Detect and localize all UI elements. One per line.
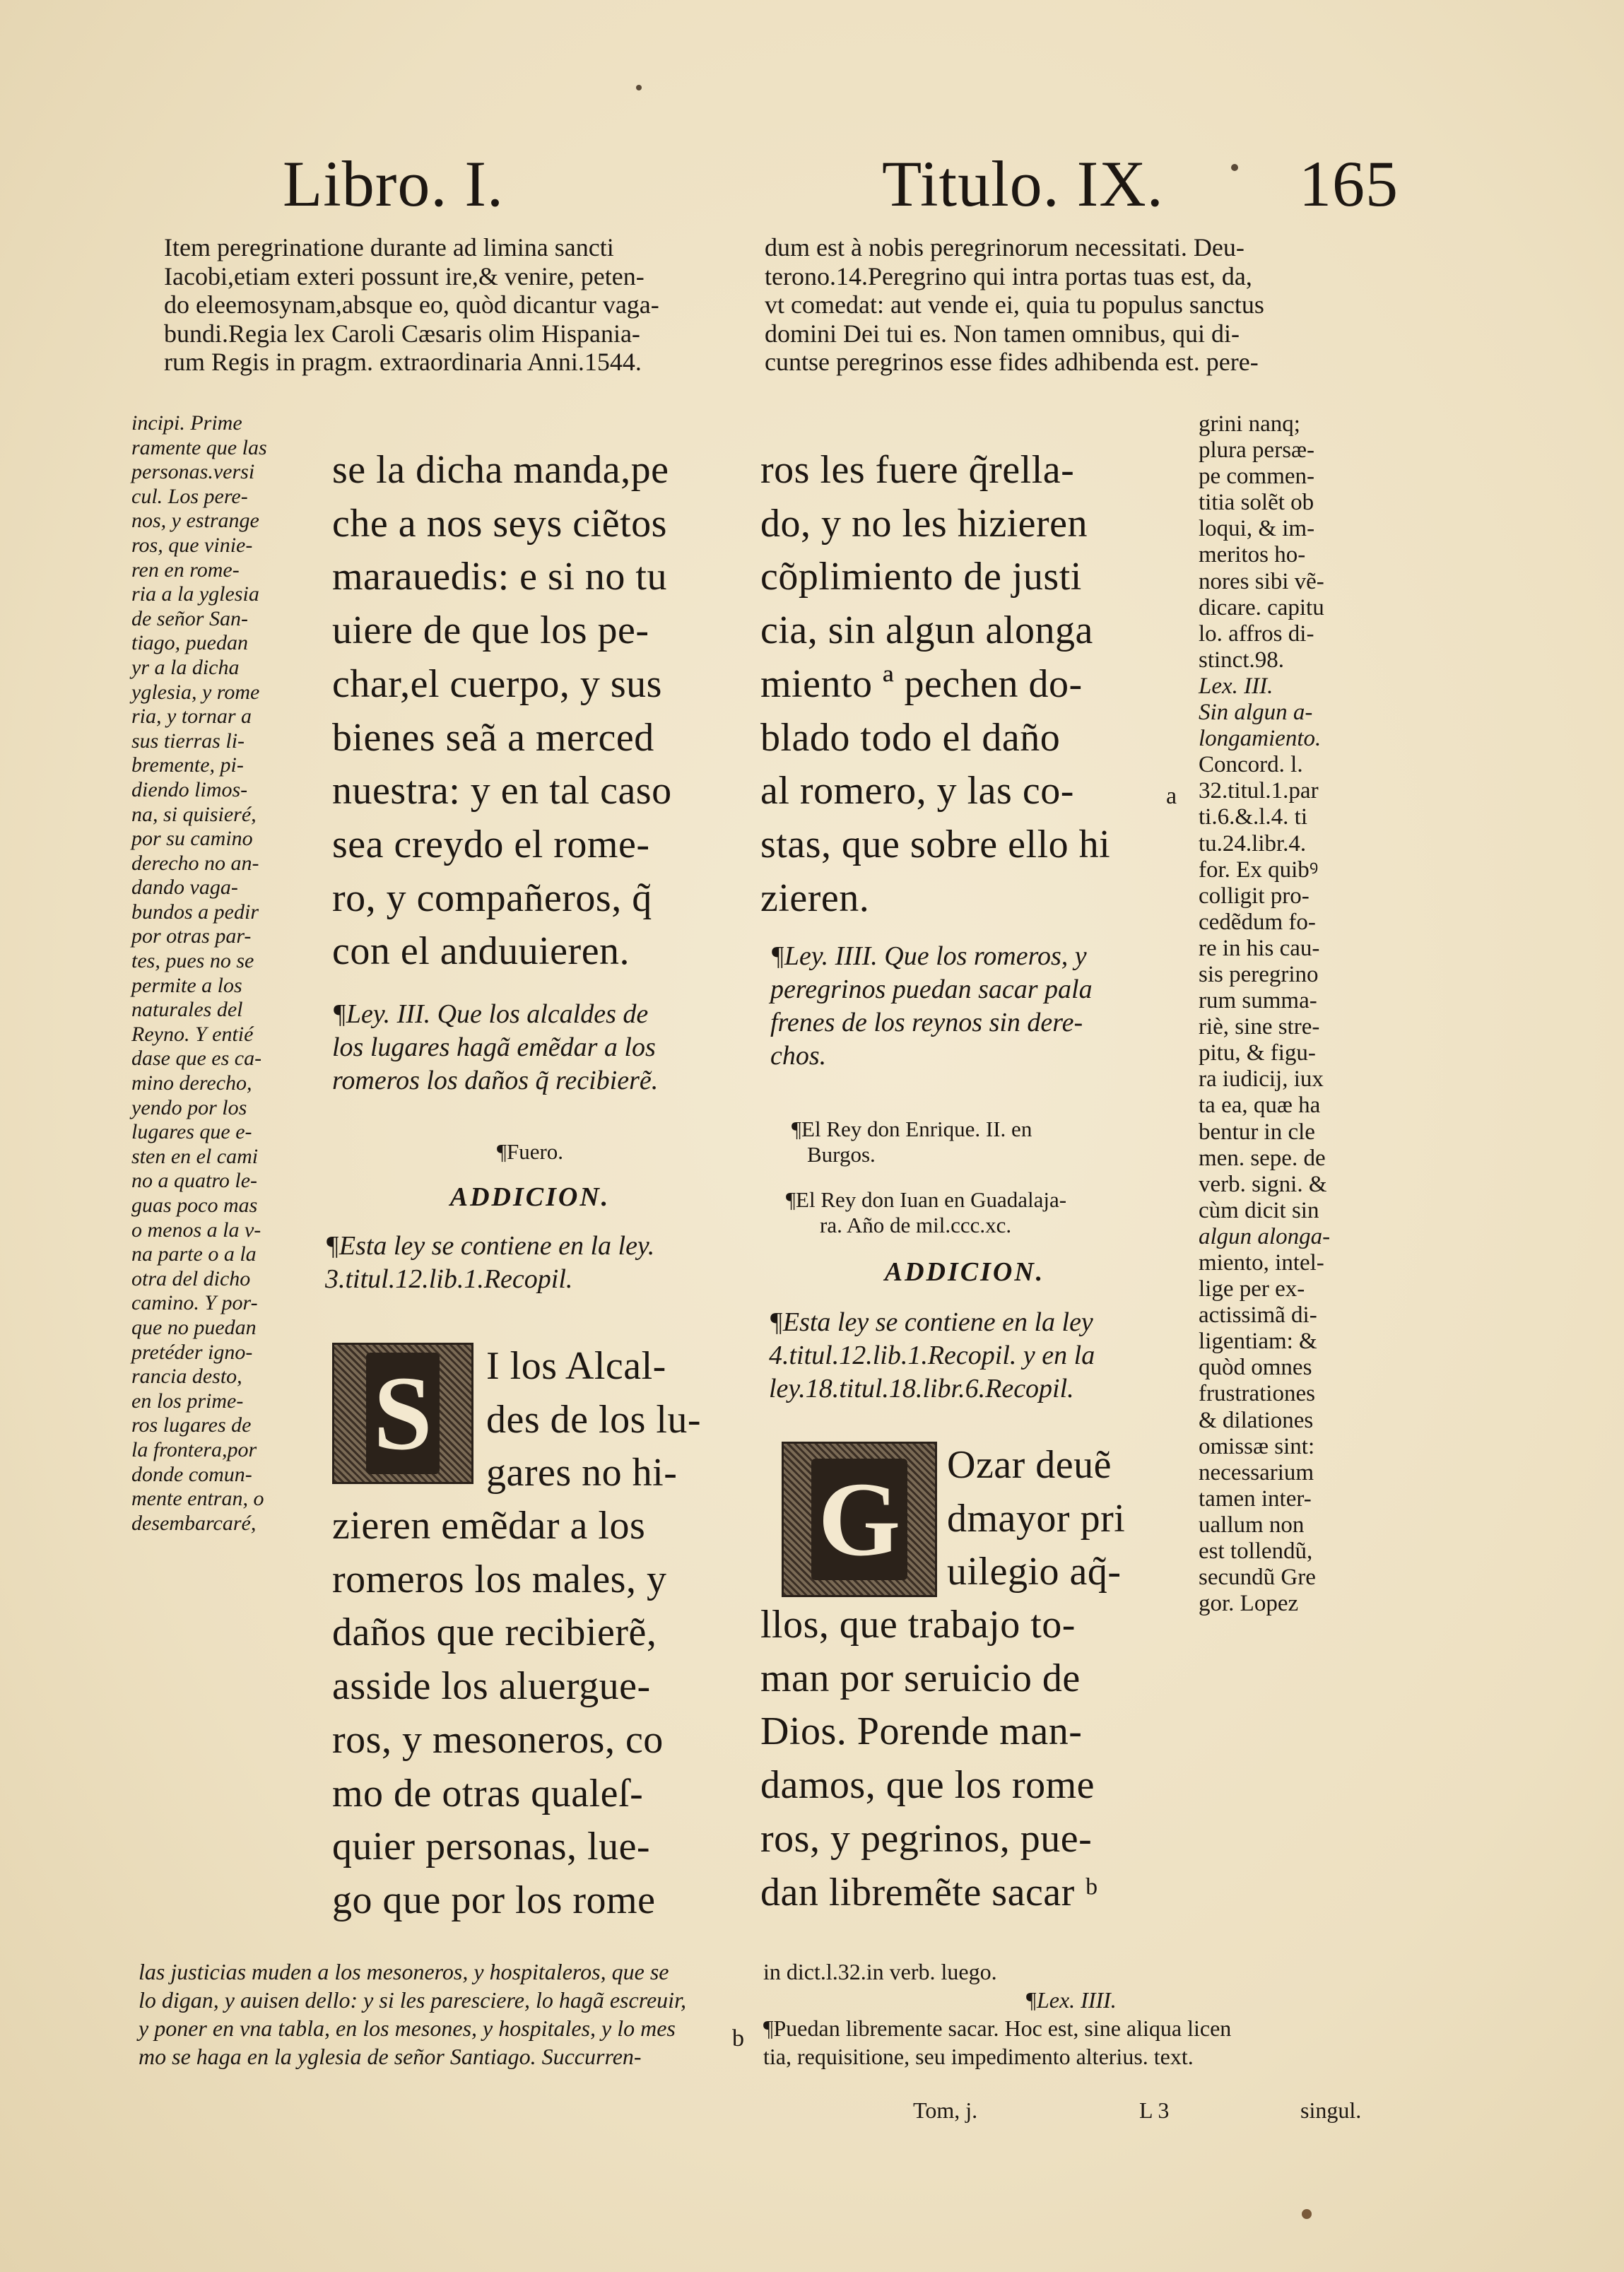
margin-line: ria a la yglesia — [131, 582, 259, 606]
margin-line: permite a los — [131, 973, 242, 997]
pilcrow-icon: ¶ — [1025, 1987, 1037, 2013]
gloss-line: vt comedat: aut vende ei, quia tu populus sanctus — [765, 290, 1264, 319]
fuero-ref — [332, 1139, 728, 1165]
text-line: romeros los males, y — [332, 1557, 667, 1601]
text-line: al romero, y las co- — [760, 769, 1074, 813]
margin-line: colligit pro- — [1199, 883, 1310, 909]
margin-line: necessarium — [1199, 1459, 1314, 1485]
ink-speck — [1231, 164, 1238, 171]
margin-line: lugares que e- — [131, 1120, 252, 1144]
text-line: uilegio aq̃- — [947, 1550, 1122, 1594]
rey-enrique-ref — [792, 1117, 1159, 1167]
margin-line: lo. affros di- — [1199, 620, 1314, 647]
text-line: dan libremẽte sacar ᵇ — [760, 1870, 1098, 1914]
margin-line: grini nanq; — [1199, 411, 1300, 437]
ref-line — [792, 1142, 1159, 1167]
column-1-text-bottom — [332, 1500, 728, 1928]
law-line: frenes de los reynos sin dere- — [770, 1008, 1083, 1037]
pilcrow-icon: ¶ — [792, 1117, 802, 1141]
margin-line: lige per ex- — [1199, 1276, 1305, 1302]
text-line: char,el cuerpo, y sus — [332, 661, 662, 706]
margin-line: yendo por los — [131, 1095, 247, 1119]
margin-line: na, si quisieré, — [131, 802, 257, 826]
gloss-line: terono.14.Peregrino qui intra portas tuas est, da, — [765, 261, 1252, 290]
lex-ref — [763, 1986, 1378, 2014]
margin-line: riè, sine stre- — [1199, 1014, 1320, 1040]
text-line: stas, que sobre ello hi — [760, 822, 1111, 866]
margin-line: actissimã di- — [1199, 1302, 1317, 1329]
margin-line: miento, intel- — [1199, 1250, 1324, 1276]
initial-letter: S — [366, 1353, 439, 1474]
margin-line: no a quatro le- — [131, 1169, 258, 1193]
margin-line: dicare. capitu — [1199, 594, 1324, 620]
text-line: Ozar deuẽ — [947, 1443, 1112, 1487]
margin-line: que no puedan — [131, 1315, 257, 1339]
margin-line: quòd omnes — [1199, 1355, 1312, 1381]
margin-line: pretéder igno- — [131, 1340, 253, 1364]
addicion-heading-1: ADDICION. — [449, 1182, 611, 1212]
law-line: ¶Esta ley se contiene en la ley. — [325, 1231, 655, 1261]
addicion-text-2 — [769, 1306, 1179, 1406]
text-line: marauedis: e si no tu — [332, 555, 667, 599]
law-line: ¶Esta ley se contiene en la ley — [769, 1307, 1093, 1337]
fuero-label: Fuero. — [506, 1139, 564, 1164]
margin-line: loqui, & im- — [1199, 516, 1315, 542]
ref-text: ra. Año de mil.ccc.xc. — [820, 1213, 1012, 1237]
text-line: nuestra: y en tal caso — [332, 769, 672, 813]
text-line: llos, que trabajo to- — [760, 1603, 1076, 1647]
margin-line: dase que es ca- — [131, 1047, 262, 1071]
margin-line: incipi. Prime — [131, 411, 242, 435]
margin-line: donde comun- — [131, 1462, 252, 1486]
text-line: ros les fuere q̃rella- — [760, 448, 1075, 492]
margin-line: gor. Lopez — [1199, 1591, 1299, 1617]
pilcrow-icon: ¶ — [496, 1139, 507, 1164]
law-line: chos. — [770, 1041, 827, 1071]
ink-speck — [1302, 2209, 1312, 2219]
margin-line: ren en rome- — [131, 558, 240, 582]
gloss-line: bundi.Regia lex Caroli Cæsaris olim Hispania- — [164, 319, 640, 348]
margin-line: naturales del — [131, 998, 243, 1022]
margin-line: 32.titul.1.par — [1199, 778, 1319, 804]
margin-line: bremente, pi- — [131, 753, 244, 777]
margin-line: en los prime- — [131, 1389, 244, 1413]
ref-line — [786, 1213, 1167, 1238]
margin-line: tes, pues no se — [131, 949, 254, 973]
margin-line: sus tierras li- — [131, 729, 245, 753]
margin-gloss-left — [131, 411, 305, 1536]
margin-line: mino derecho, — [131, 1071, 252, 1095]
margin-line: rancia desto, — [131, 1365, 242, 1389]
margin-line: Lex. III. — [1199, 673, 1273, 699]
margin-line: ti.6.&.l.4. ti — [1199, 804, 1308, 830]
gloss-line: in dict.l.32.in verb. luego. — [763, 1959, 997, 1984]
margin-line: nores sibi vẽ- — [1199, 568, 1324, 594]
margin-line: desembarcaré, — [131, 1511, 257, 1535]
signature-mark: L 3 — [1139, 2097, 1170, 2123]
text-line: I los Alcal- — [486, 1344, 666, 1388]
text-line: bienes seã a merced — [332, 715, 654, 760]
column-2-initial-lines — [947, 1439, 1173, 1599]
margin-line: ramente que las — [131, 435, 267, 459]
text-line: dmayor pri — [947, 1496, 1126, 1541]
column-2-text-bottom — [760, 1599, 1170, 1919]
margin-line: diendo limos- — [131, 777, 248, 801]
margin-line: pitu, & figu- — [1199, 1040, 1316, 1066]
margin-line: camino. Y por- — [131, 1291, 258, 1315]
margin-line: est tollendũ, — [1199, 1538, 1313, 1565]
note-mark-b: b — [732, 2025, 744, 2052]
gloss-line: domini Dei tui es. Non tamen omnibus, qui di- — [765, 319, 1240, 348]
margin-line: cùm dicit sin — [1199, 1197, 1319, 1223]
margin-line: re in his cau- — [1199, 935, 1320, 961]
text-line: con el anduuieren. — [332, 929, 630, 974]
addicion-text-1 — [325, 1230, 735, 1296]
margin-line: sis peregrino — [1199, 961, 1319, 987]
addicion-heading-2: ADDICION. — [884, 1257, 1045, 1287]
gloss-line: dum est à nobis peregrinorum necessitati. Deu- — [765, 233, 1245, 261]
margin-line: Reyno. Y entié — [131, 1022, 254, 1046]
law-line: ¶Ley. III. Que los alcaldes de — [332, 999, 649, 1029]
margin-line: yglesia, y rome — [131, 680, 260, 704]
margin-line: Concord. l. — [1199, 752, 1303, 778]
margin-line: ros lugares de — [131, 1413, 252, 1437]
gloss-line: Item peregrinatione durante ad limina sancti — [164, 233, 614, 261]
margin-line: cul. Los pere- — [131, 484, 248, 508]
law-line: peregrinos puedan sacar pala — [770, 975, 1093, 1004]
gloss-top-left — [164, 233, 715, 377]
text-line: do, y no les hizieren — [760, 501, 1088, 546]
lex-ref-text: Lex. IIII. — [1036, 1987, 1117, 2013]
gloss-line: do eleemosynam,absque eo, quòd dicantur vaga- — [164, 290, 659, 319]
margin-line: bentur in cle — [1199, 1119, 1315, 1145]
gloss-top-right — [765, 233, 1379, 377]
margin-line: la frontera,por — [131, 1437, 257, 1461]
gloss-line: cuntse peregrinos esse fides adhibenda est. pere- — [765, 348, 1259, 376]
gloss-line: las justicias muden a los mesoneros, y hospitaleros, que se — [139, 1959, 669, 1984]
text-line: ro, y compañeros, q̃ — [332, 876, 652, 920]
margin-line: tu.24.libr.4. — [1199, 830, 1307, 857]
law-title-3 — [332, 998, 728, 1097]
margin-line: ros, que vinie- — [131, 533, 253, 557]
margin-line: stinct.98. — [1199, 647, 1284, 673]
text-line: man por seruicio de — [760, 1656, 1081, 1700]
gloss-line: y poner en vna tabla, en los mesones, y hospitales, y lo mes — [139, 2015, 676, 2041]
margin-line: nos, y estrange — [131, 509, 259, 533]
text-line: zieren emẽdar a los — [332, 1504, 646, 1548]
decorated-initial-s — [332, 1343, 473, 1484]
margin-line: otra del dicho — [131, 1266, 251, 1290]
margin-line: pe commen- — [1199, 464, 1315, 490]
header-libro: Libro. I. — [283, 148, 505, 220]
margin-line: omissæ sint: — [1199, 1433, 1315, 1459]
gloss-line: rum Regis in pragm. extraordinaria Anni.1544. — [164, 348, 642, 376]
folio-number: 165 — [1299, 148, 1399, 220]
text-line: miento ª pechen do- — [760, 661, 1083, 706]
decorated-initial-g — [782, 1442, 937, 1597]
margin-line: ligentiam: & — [1199, 1329, 1317, 1355]
note-mark-a: a — [1166, 783, 1177, 809]
margin-line: tiago, puedan — [131, 631, 248, 655]
text-line: damos, que los rome — [760, 1763, 1095, 1808]
text-line: sea creydo el rome- — [332, 822, 650, 866]
column-1-text-top — [332, 444, 728, 979]
ref-text: El Rey don Enrique. II. en — [801, 1117, 1032, 1141]
margin-line: titia solẽt ob — [1199, 490, 1314, 516]
column-1-initial-lines — [486, 1340, 734, 1500]
margin-line: algun alonga- — [1199, 1223, 1331, 1249]
text-line: cõplimiento de justi — [760, 555, 1082, 599]
law-title-4 — [770, 940, 1173, 1073]
law-line: ley.18.titul.18.libr.6.Recopil. — [769, 1374, 1074, 1403]
gloss-bottom-right — [763, 1958, 1378, 2071]
margin-line: uallum non — [1199, 1512, 1305, 1538]
margin-line: longamiento. — [1199, 726, 1322, 752]
pilcrow-icon: ¶ — [763, 2015, 774, 2041]
margin-line: o menos a la v- — [131, 1218, 261, 1242]
margin-line: ra iudicij, iux — [1199, 1066, 1324, 1093]
margin-line: de señor San- — [131, 606, 248, 630]
gloss-line: mo se haga en la yglesia de señor Santiago. Succurren- — [139, 2044, 642, 2069]
gloss-line: lo digan, y auisen dello: y si les paresciere, lo hagã escreuir, — [139, 1987, 686, 2013]
law-line: 3.titul.12.lib.1.Recopil. — [325, 1264, 573, 1294]
margin-line: plura persæ- — [1199, 437, 1315, 464]
margin-line: secundũ Gre — [1199, 1565, 1316, 1591]
law-line: romeros los daños q̃ recibierẽ. — [332, 1066, 659, 1095]
law-line: los lugares hagã emẽdar a los — [332, 1032, 656, 1062]
margin-line: por otras par- — [131, 924, 252, 948]
ref-line — [792, 1117, 1159, 1142]
margin-line: personas.versi — [131, 460, 255, 484]
ref-text: Burgos. — [807, 1142, 876, 1167]
header-titulo: Titulo. IX. — [882, 148, 1164, 220]
ink-speck — [636, 85, 642, 90]
gloss-text: Puedan libremente sacar. Hoc est, sine aliqua licen — [773, 2015, 1232, 2041]
margin-line: frustrationes — [1199, 1381, 1315, 1407]
text-line: go que por los rome — [332, 1878, 656, 1922]
margin-line: meritos ho- — [1199, 542, 1306, 568]
ref-line — [786, 1187, 1167, 1213]
margin-line: verb. signi. & — [1199, 1171, 1327, 1197]
margin-gloss-right — [1199, 411, 1384, 1617]
margin-line: sten en el cami — [131, 1144, 259, 1168]
text-line: gares no hi- — [486, 1451, 678, 1495]
text-line: mo de otras qualeſ- — [332, 1771, 644, 1815]
text-line: se la dicha manda,pe — [332, 448, 669, 492]
margin-line: yr a la dicha — [131, 655, 240, 679]
margin-line: bundos a pedir — [131, 900, 259, 924]
margin-line: por su camino — [131, 827, 253, 851]
text-line: ros, y pegrinos, pue- — [760, 1816, 1093, 1861]
catchword: singul. — [1300, 2097, 1362, 2123]
text-line: che a nos seys ciẽtos — [332, 501, 667, 546]
pilcrow-icon: ¶ — [786, 1187, 796, 1212]
gloss-bottom-left — [139, 1958, 732, 2071]
rey-juan-ref — [786, 1187, 1167, 1238]
text-line: uiere de que los pe- — [332, 608, 649, 653]
text-line: blado todo el daño — [760, 715, 1061, 760]
text-line: daños que recibierẽ, — [332, 1611, 657, 1655]
text-line: Dios. Porende man- — [760, 1709, 1083, 1754]
margin-line: Sin algun a- — [1199, 700, 1313, 726]
margin-line: for. Ex quibꝰ — [1199, 857, 1319, 883]
gloss-line: tia, requisitione, seu impedimento alterius. text. — [763, 2044, 1194, 2069]
text-line: zieren. — [760, 876, 870, 920]
signature-tom: Tom, j. — [913, 2097, 978, 2123]
gloss-line — [763, 2014, 1378, 2042]
gloss-line: Iacobi,etiam exteri possunt ire,& venire, peten- — [164, 261, 645, 290]
margin-line: rum summa- — [1199, 988, 1317, 1014]
margin-line: tamen inter- — [1199, 1485, 1312, 1512]
margin-line: derecho no an- — [131, 851, 259, 875]
margin-line: & dilationes — [1199, 1407, 1314, 1433]
ref-text: El Rey don Iuan en Guadalaja- — [796, 1187, 1067, 1212]
column-2-text-top — [760, 444, 1163, 925]
law-line: 4.titul.12.lib.1.Recopil. y en la — [769, 1341, 1095, 1370]
text-line: asside los aluergue- — [332, 1664, 651, 1709]
initial-letter: G — [811, 1459, 908, 1580]
margin-line: mente entran, o — [131, 1487, 264, 1511]
margin-line: guas poco mas — [131, 1194, 258, 1217]
margin-line: na parte o a la — [131, 1242, 257, 1266]
text-line: quier personas, lue- — [332, 1825, 651, 1869]
law-line: ¶Ley. IIII. Que los romeros, y — [770, 941, 1087, 971]
margin-line: ta ea, quæ ha — [1199, 1093, 1321, 1119]
margin-line: cedẽdum fo- — [1199, 909, 1316, 935]
margin-line: dando vaga- — [131, 876, 238, 900]
text-line: des de los lu- — [486, 1397, 702, 1442]
margin-line: ria, y tornar a — [131, 705, 252, 729]
margin-line: men. sepe. de — [1199, 1145, 1326, 1171]
text-line: cia, sin algun alonga — [760, 608, 1093, 653]
text-line: ros, y mesoneros, co — [332, 1717, 664, 1762]
